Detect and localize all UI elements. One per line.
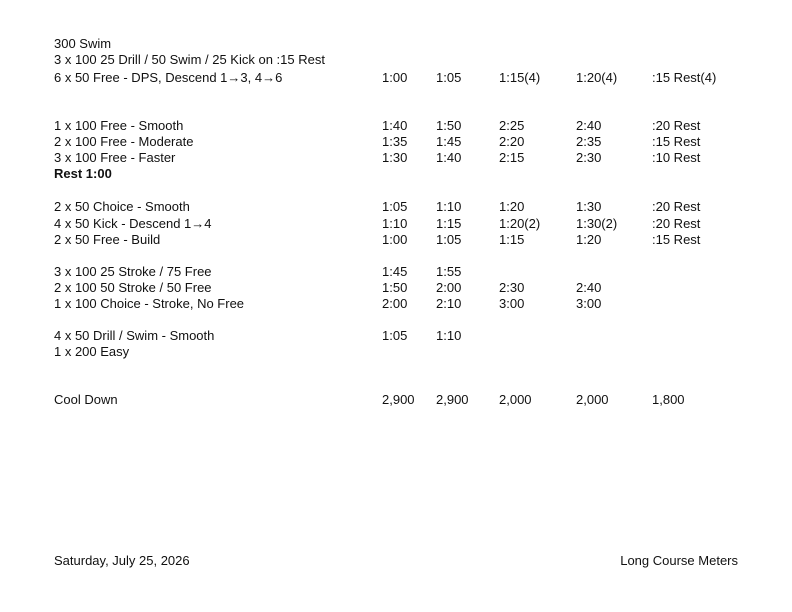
set-interval-b: 1:15 — [436, 216, 462, 231]
set-interval-e: :20 Rest — [652, 199, 701, 214]
set-description: 3 x 100 25 Stroke / 75 Free — [54, 264, 212, 279]
set-description: 2 x 100 50 Stroke / 50 Free — [54, 280, 212, 295]
set-description: 2 x 100 Free - Moderate — [54, 134, 194, 149]
set-description: 1 x 100 Choice - Stroke, No Free — [54, 296, 245, 311]
set-description: 3 x 100 Free - Faster — [54, 150, 176, 165]
set-interval-c: 2:20 — [499, 134, 525, 149]
set-interval-b: 1:45 — [436, 134, 462, 149]
set-interval-e: :15 Rest — [652, 232, 701, 247]
set-interval-c: 2,000 — [499, 392, 532, 407]
set-interval-e: :15 Rest — [652, 134, 701, 149]
set-description: 2 x 50 Choice - Smooth — [54, 199, 190, 214]
set-interval-a: 2:00 — [382, 296, 408, 311]
set-description: 3 x 100 25 Drill / 50 Swim / 25 Kick on :15 Rest — [54, 52, 325, 67]
set-interval-e: :20 Rest — [652, 118, 701, 133]
set-interval-b: 1:40 — [436, 150, 462, 165]
set-interval-c: 3:00 — [499, 296, 525, 311]
set-interval-c: 1:20(2) — [499, 216, 541, 231]
set-interval-e: :20 Rest — [652, 216, 701, 231]
set-description: Cool Down — [54, 392, 118, 407]
set-interval-d: 1:20 — [576, 232, 602, 247]
set-interval-c: 2:25 — [499, 118, 525, 133]
set-interval-a: 2,900 — [382, 392, 415, 407]
set-interval-d: 1:30 — [576, 199, 602, 214]
practice-date: Saturday, July 25, 2026 — [54, 553, 190, 568]
set-interval-b: 1:50 — [436, 118, 462, 133]
set-description: 300 Swim — [54, 36, 112, 51]
set-interval-a: 1:50 — [382, 280, 408, 295]
set-interval-a: 1:30 — [382, 150, 408, 165]
set-interval-b: 2:00 — [436, 280, 462, 295]
set-interval-a: 1:35 — [382, 134, 408, 149]
set-interval-c: 2:30 — [499, 280, 525, 295]
set-interval-c: 1:15(4) — [499, 70, 541, 85]
set-interval-a: 1:05 — [382, 328, 408, 343]
set-interval-a: 1:00 — [382, 70, 408, 85]
set-interval-a: 1:00 — [382, 232, 408, 247]
set-interval-a: 1:10 — [382, 216, 408, 231]
set-description: Rest 1:00 — [54, 166, 112, 181]
set-interval-d: 2:40 — [576, 280, 602, 295]
set-interval-e: :15 Rest(4) — [652, 70, 717, 85]
set-interval-d: 3:00 — [576, 296, 602, 311]
set-interval-d: 2:40 — [576, 118, 602, 133]
set-interval-d: 1:30(2) — [576, 216, 618, 231]
set-interval-e: 1,800 — [652, 392, 685, 407]
set-description: 1 x 200 Easy — [54, 344, 130, 359]
set-interval-b: 1:55 — [436, 264, 462, 279]
set-interval-b: 1:10 — [436, 328, 462, 343]
set-interval-d: 2,000 — [576, 392, 609, 407]
set-interval-c: 2:15 — [499, 150, 525, 165]
set-interval-b: 1:05 — [436, 232, 462, 247]
set-interval-b: 1:10 — [436, 199, 462, 214]
set-description: 1 x 100 Free - Smooth — [54, 118, 184, 133]
set-interval-a: 1:40 — [382, 118, 408, 133]
set-description: 4 x 50 Drill / Swim - Smooth — [54, 328, 215, 343]
set-interval-a: 1:05 — [382, 199, 408, 214]
set-description: 4 x 50 Kick - Descend 1→4 — [54, 216, 212, 231]
set-interval-c: 1:15 — [499, 232, 525, 247]
set-interval-b: 2,900 — [436, 392, 469, 407]
course-type: Long Course Meters — [620, 553, 738, 568]
set-description: 6 x 50 Free - DPS, Descend 1→3, 4→6 — [54, 70, 283, 85]
set-interval-d: 2:35 — [576, 134, 602, 149]
set-interval-a: 1:45 — [382, 264, 408, 279]
set-interval-b: 1:05 — [436, 70, 462, 85]
set-interval-d: 2:30 — [576, 150, 602, 165]
set-description: 2 x 50 Free - Build — [54, 232, 161, 247]
set-interval-d: 1:20(4) — [576, 70, 618, 85]
set-interval-c: 1:20 — [499, 199, 525, 214]
set-interval-b: 2:10 — [436, 296, 462, 311]
set-interval-e: :10 Rest — [652, 150, 701, 165]
